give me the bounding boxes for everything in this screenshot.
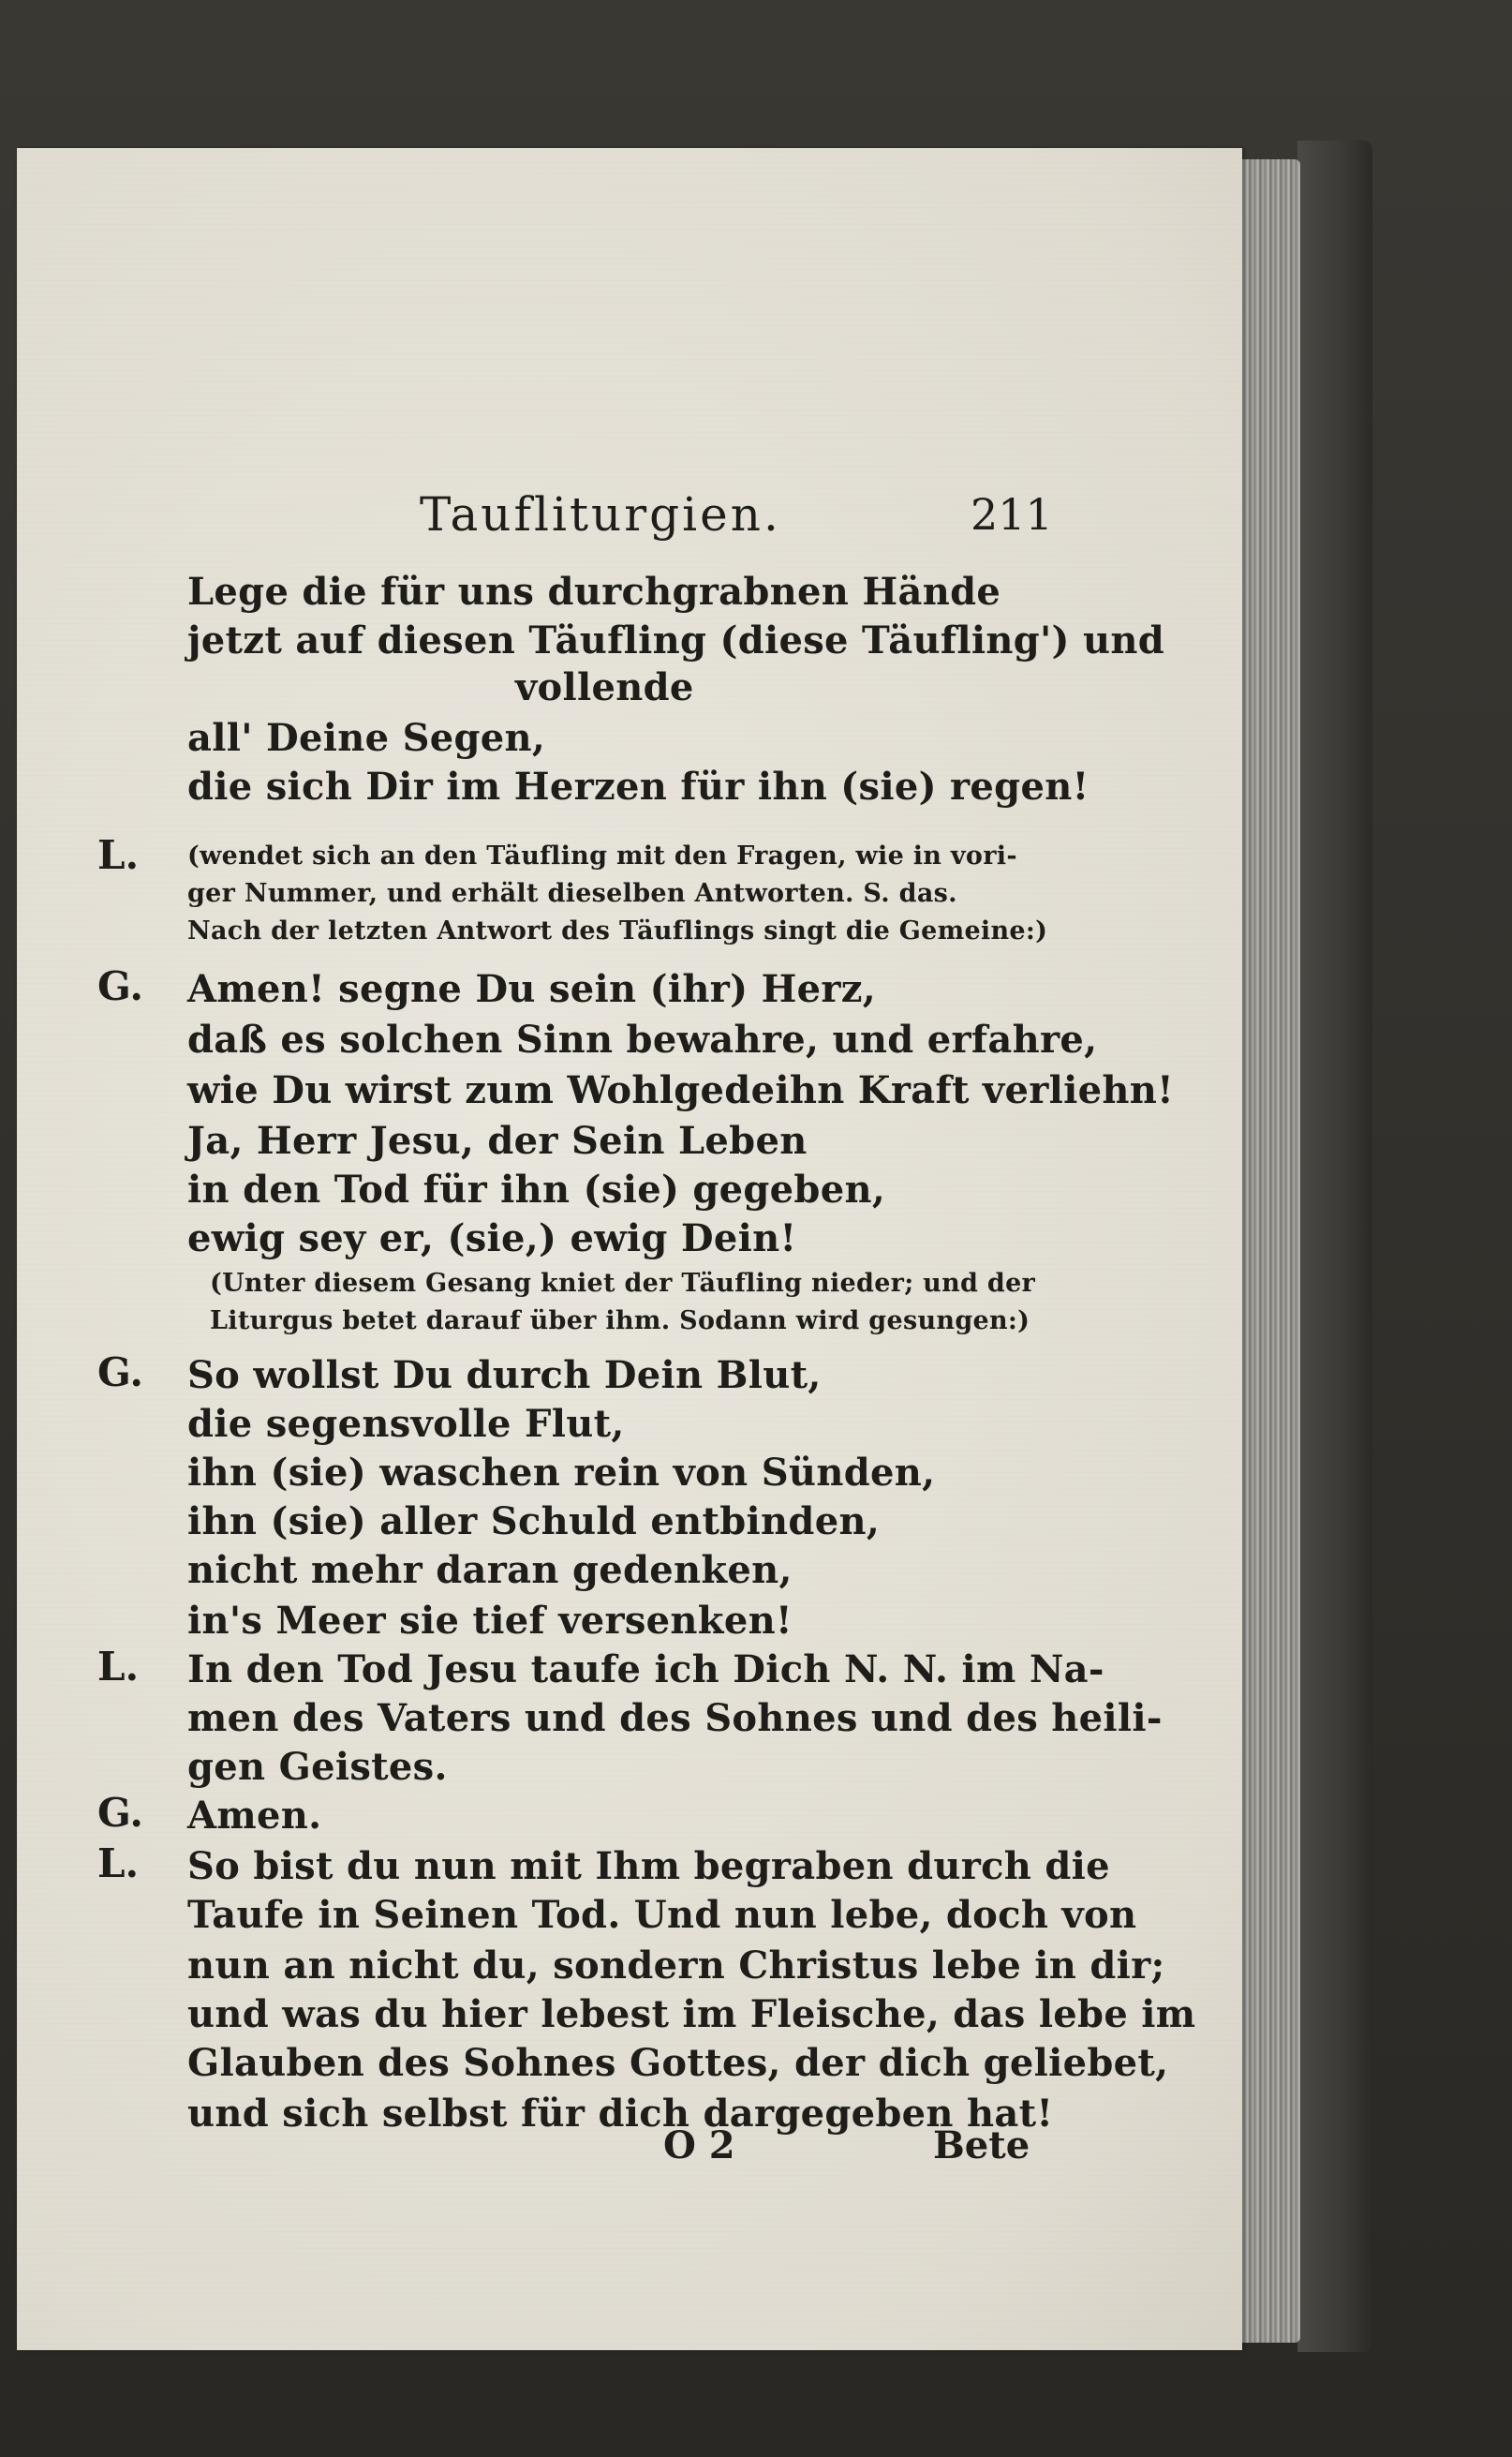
- rubric-line: (wendet sich an den Täufling mit den Fragen, wie in vori-: [187, 841, 1017, 871]
- text-line: nicht mehr daran gedenken,: [187, 1548, 793, 1592]
- text-line: ihn (sie) aller Schuld entbinden,: [187, 1499, 881, 1543]
- text-line: Ja, Herr Jesu, der Sein Leben: [187, 1119, 808, 1163]
- page-edges: [1235, 159, 1300, 2343]
- text-line: Taufe in Seinen Tod. Und nun lebe, doch von: [187, 1893, 1137, 1937]
- text-line: Glauben des Sohnes Gottes, der dich geliebet,: [187, 2041, 1169, 2085]
- rubric-line: Liturgus betet darauf über ihm. Sodann wird gesungen:): [210, 1306, 1030, 1335]
- text-line: all' Deine Segen,: [187, 716, 546, 760]
- text-line: Lege die für uns durchgrabnen Hände: [187, 570, 1001, 614]
- speaker-label: G.: [97, 1349, 143, 1395]
- speaker-label: G.: [97, 963, 143, 1009]
- text-line: und was du hier lebest im Fleische, das lebe im: [187, 1992, 1196, 2036]
- text-line: die segensvolle Flut,: [187, 1402, 625, 1446]
- rubric-line: (Unter diesem Gesang kniet der Täufling nieder; und der: [210, 1269, 1036, 1298]
- text-line: In den Tod Jesu taufe ich Dich N. N. im Na-: [187, 1647, 1104, 1691]
- text-line: vollende: [515, 665, 694, 709]
- speaker-label: L.: [97, 832, 140, 878]
- text-line: die sich Dir im Herzen für ihn (sie) regen!: [187, 765, 1090, 809]
- book-cover-edge: [1297, 141, 1372, 2352]
- text-line: und sich selbst für dich dargegeben hat!: [187, 2092, 1054, 2136]
- signature-mark: O 2: [663, 2123, 735, 2167]
- speaker-label: G.: [97, 1790, 143, 1836]
- text-line: ihn (sie) waschen rein von Sünden,: [187, 1451, 936, 1495]
- text-line: nun an nicht du, sondern Christus lebe in dir;: [187, 1943, 1165, 1988]
- text-line: in's Meer sie tief versenken!: [187, 1599, 793, 1643]
- book-page: [17, 148, 1242, 2350]
- running-header: Taufliturgien.: [420, 487, 781, 542]
- speaker-label: L.: [97, 1644, 140, 1690]
- text-line: Amen! segne Du sein (ihr) Herz,: [187, 967, 877, 1011]
- text-line: Amen.: [187, 1794, 322, 1838]
- text-line: So bist du nun mit Ihm begraben durch die: [187, 1844, 1110, 1888]
- text-line: wie Du wirst zum Wohlgedeihn Kraft verliehn!: [187, 1068, 1175, 1112]
- text-line: men des Vaters und des Sohnes und des heili-: [187, 1696, 1163, 1740]
- page-number: 211: [971, 489, 1053, 540]
- text-line: jetzt auf diesen Täufling (diese Täufling') und: [187, 618, 1165, 663]
- rubric-line: Nach der letzten Antwort des Täuflings singt die Gemeine:): [187, 916, 1048, 946]
- text-line: in den Tod für ihn (sie) gegeben,: [187, 1168, 886, 1212]
- text-line: So wollst Du durch Dein Blut,: [187, 1353, 822, 1397]
- rubric-line: ger Nummer, und erhält dieselben Antworten. S. das.: [187, 879, 957, 908]
- text-line: gen Geistes.: [187, 1745, 448, 1789]
- text-line: daß es solchen Sinn bewahre, und erfahre,: [187, 1018, 1098, 1062]
- text-line: ewig sey er, (sie,) ewig Dein!: [187, 1216, 797, 1260]
- catchword: Bete: [933, 2123, 1030, 2167]
- speaker-label: L.: [97, 1840, 140, 1886]
